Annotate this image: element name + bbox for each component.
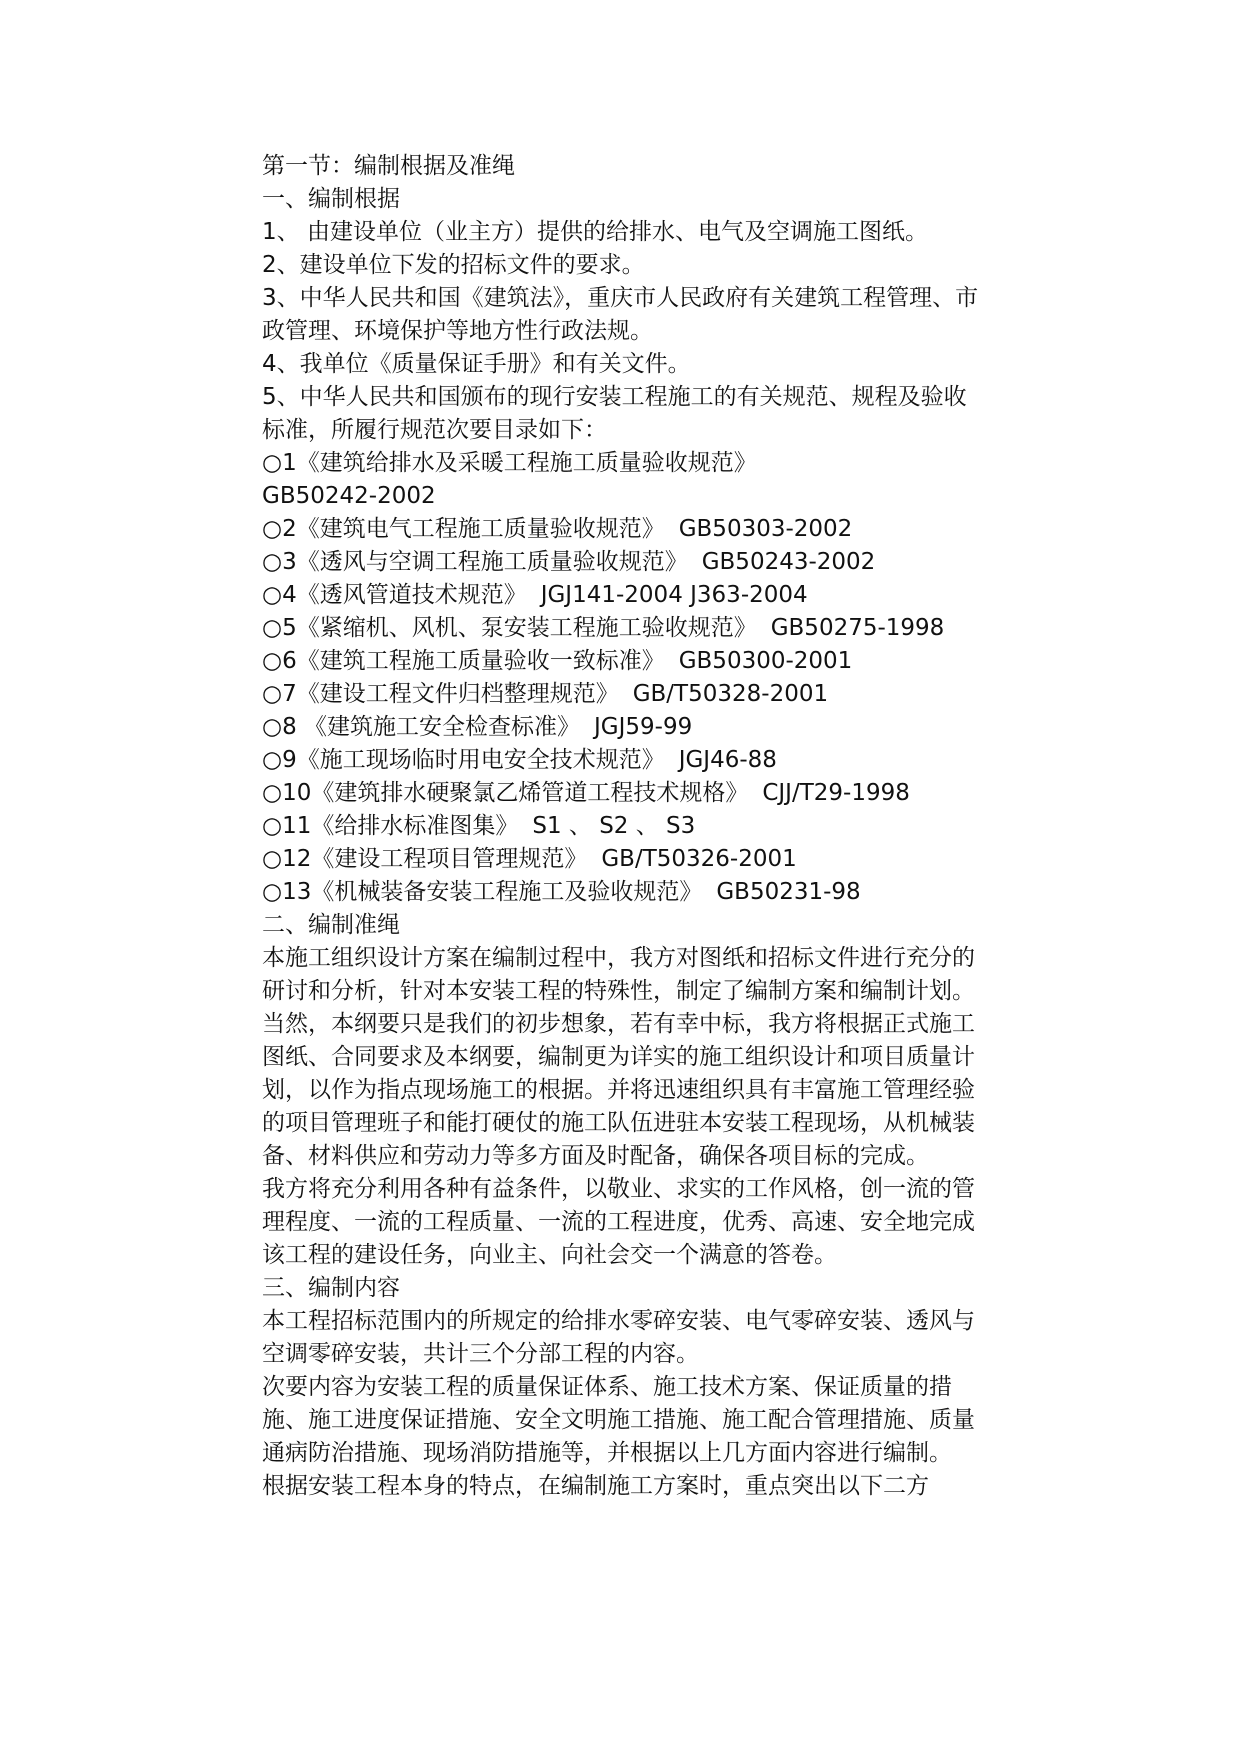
basis-item-5: 5、中华人民共和国颁布的现行安装工程施工的有关规范、规程及验收标准，所履行规范次要目录如下： — [262, 384, 967, 443]
reference-item-13 — [262, 876, 1002, 909]
content-paragraph-1: 本工程招标范围内的所规定的给排水零碎安装、电气零碎安装、透风与空调零碎安装，共计三个分部工程的内容。 — [262, 1308, 975, 1367]
content-paragraph-3: 根据安装工程本身的特点，在编制施工方案时，重点突出以下二方 — [262, 1473, 929, 1499]
reference-item-8 — [262, 711, 1002, 744]
document-page — [262, 150, 1002, 1503]
reference-code: GB50300-2001 — [678, 648, 853, 674]
reference-code: GB50275-1998 — [770, 615, 945, 641]
part3-heading: 三、编制内容 — [262, 1275, 400, 1301]
reference-title: ○12《建设工程项目管理规范》 — [262, 846, 588, 872]
reference-title: ○10《建筑排水硬聚氯乙烯管道工程技术规格》 — [262, 780, 749, 806]
reference-code: GB50303-2002 — [678, 516, 853, 542]
reference-code: JGJ141-2004 J363-2004 — [540, 582, 808, 608]
reference-title: ○5《紧缩机、风机、泵安装工程施工验收规范》 — [262, 615, 757, 641]
basis-item-3: 3、中华人民共和国《建筑法》，重庆市人民政府有关建筑工程管理、市政管理、环境保护等地方性行政法规。 — [262, 285, 979, 344]
reference-code: JGJ59-99 — [594, 714, 693, 740]
reference-item-3 — [262, 546, 1002, 579]
reference-item-2 — [262, 513, 1002, 546]
reference-item-1-code — [262, 480, 1002, 513]
reference-item-11 — [262, 810, 1002, 843]
principle-paragraph-1: 本施工组织设计方案在编制过程中，我方对图纸和招标文件进行充分的研讨和分析，针对本安装工程的特殊性，制定了编制方案和编制计划。当然，本纲要只是我们的初步想象，若有幸中标，我方将根据正式施工图纸、合同要求及本纲要，编制更为详实的施工组织设计和项目质量计划，以作为指点现场施工的根据。并将迅速组织具有丰富施工管理经验的项目管理班子和能打硬仗的施工队伍进驻本安装工程现场，从机械装备、材料供应和劳动力等多方面及时配备，确保各项目标的完成。 — [262, 945, 975, 1169]
basis-item-4: 4、我单位《质量保证手册》和有关文件。 — [262, 351, 691, 377]
reference-item-7 — [262, 678, 1002, 711]
reference-code: GB/T50326-2001 — [601, 846, 797, 872]
basis-item-2: 2、建设单位下发的招标文件的要求。 — [262, 252, 645, 278]
reference-title: ○8 《建筑施工安全检查标准》 — [262, 714, 581, 740]
reference-item-6 — [262, 645, 1002, 678]
content-paragraph-2: 次要内容为安装工程的质量保证体系、施工技术方案、保证质量的措施、施工进度保证措施、安全文明施工措施、施工配合管理措施、质量通病防治措施、现场消防措施等，并根据以上几方面内容进行编制。 — [262, 1374, 975, 1466]
reference-title: ○1《建筑给排水及采暖工程施工质量验收规范》 — [262, 450, 757, 476]
reference-item-1 — [262, 447, 1002, 480]
reference-code: S1 、 S2 、 S3 — [532, 813, 696, 839]
reference-title: ○11《给排水标准图集》 — [262, 813, 519, 839]
reference-title: ○7《建设工程文件归档整理规范》 — [262, 681, 619, 707]
reference-item-12 — [262, 843, 1002, 876]
reference-title: ○4《透风管道技术规范》 — [262, 582, 527, 608]
reference-title: ○9《施工现场临时用电安全技术规范》 — [262, 747, 665, 773]
part2-heading: 二、编制准绳 — [262, 912, 400, 938]
reference-code: CJJ/T29-1998 — [762, 780, 910, 806]
principle-paragraph-2: 我方将充分利用各种有益条件，以敬业、求实的工作风格，创一流的管理程度、一流的工程质量、一流的工程进度，优秀、高速、安全地完成该工程的建设任务，向业主、向社会交一个满意的答卷。 — [262, 1176, 975, 1268]
reference-title: ○3《透风与空调工程施工质量验收规范》 — [262, 549, 688, 575]
reference-item-10 — [262, 777, 1002, 810]
reference-title: ○6《建筑工程施工质量验收一致标准》 — [262, 648, 665, 674]
reference-code: GB50243-2002 — [701, 549, 876, 575]
reference-code: GB/T50328-2001 — [632, 681, 829, 707]
reference-code: GB50242-2002 — [262, 483, 436, 509]
reference-item-9 — [262, 744, 1002, 777]
reference-item-4 — [262, 579, 1002, 612]
reference-title: ○13《机械装备安装工程施工及验收规范》 — [262, 879, 703, 905]
reference-title: ○2《建筑电气工程施工质量验收规范》 — [262, 516, 665, 542]
basis-item-1: 1、 由建设单位（业主方）提供的给排水、电气及空调施工图纸。 — [262, 219, 928, 245]
part1-heading: 一、编制根据 — [262, 186, 400, 212]
reference-code: GB50231-98 — [716, 879, 861, 905]
reference-item-5 — [262, 612, 1002, 645]
reference-code: JGJ46-88 — [678, 747, 777, 773]
section-title: 第一节：编制根据及准绳 — [262, 153, 515, 179]
